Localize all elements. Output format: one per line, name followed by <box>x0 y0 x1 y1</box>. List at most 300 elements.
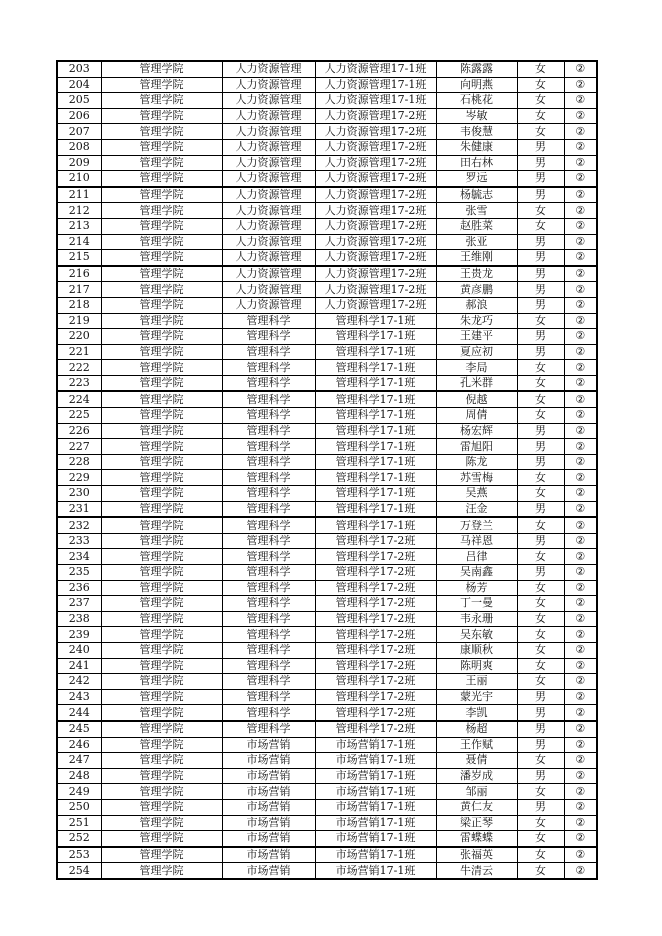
name-cell: 吴南鑫 <box>436 565 517 581</box>
name-cell: 李局 <box>436 360 517 376</box>
major-cell: 市场营销 <box>222 737 315 753</box>
row-number: 243 <box>57 689 101 705</box>
table-row <box>57 815 597 831</box>
gender-cell: 女 <box>517 391 564 407</box>
college-cell: 管理学院 <box>101 501 222 517</box>
class-cell: 市场营销17-1班 <box>315 768 436 784</box>
gender-cell: 女 <box>517 517 564 533</box>
mark-cell: ② <box>564 423 597 439</box>
gender-cell: 女 <box>517 408 564 424</box>
row-number: 207 <box>57 124 101 140</box>
college-cell: 管理学院 <box>101 297 222 313</box>
table-row <box>57 753 597 769</box>
mark-cell: ② <box>564 549 597 565</box>
class-cell: 人力资源管理17-1班 <box>315 61 436 77</box>
name-cell: 汪金 <box>436 501 517 517</box>
row-number: 227 <box>57 439 101 455</box>
major-cell: 人力资源管理 <box>222 124 315 140</box>
college-cell: 管理学院 <box>101 753 222 769</box>
name-cell: 陈明爽 <box>436 658 517 674</box>
row-number: 228 <box>57 454 101 470</box>
class-cell: 管理科学17-2班 <box>315 565 436 581</box>
row-number: 208 <box>57 139 101 155</box>
class-cell: 管理科学17-1班 <box>315 375 436 391</box>
college-cell: 管理学院 <box>101 454 222 470</box>
college-cell: 管理学院 <box>101 203 222 219</box>
row-number: 205 <box>57 93 101 109</box>
mark-cell: ② <box>564 218 597 234</box>
name-cell: 王建平 <box>436 329 517 345</box>
mark-cell: ② <box>564 313 597 329</box>
college-cell: 管理学院 <box>101 580 222 596</box>
row-number: 225 <box>57 408 101 424</box>
class-cell: 管理科学17-1班 <box>315 408 436 424</box>
class-cell: 人力资源管理17-2班 <box>315 187 436 203</box>
gender-cell: 男 <box>517 565 564 581</box>
row-number: 211 <box>57 187 101 203</box>
student-roster-table <box>56 60 598 880</box>
gender-cell: 女 <box>517 611 564 627</box>
gender-cell: 女 <box>517 486 564 502</box>
college-cell: 管理学院 <box>101 596 222 612</box>
mark-cell: ② <box>564 517 597 533</box>
name-cell: 万登兰 <box>436 517 517 533</box>
table-row <box>57 674 597 690</box>
gender-cell: 男 <box>517 171 564 187</box>
gender-cell: 女 <box>517 784 564 800</box>
class-cell: 人力资源管理17-2班 <box>315 297 436 313</box>
name-cell: 王作赋 <box>436 737 517 753</box>
gender-cell: 男 <box>517 721 564 737</box>
name-cell: 聂倩 <box>436 753 517 769</box>
mark-cell: ② <box>564 250 597 266</box>
gender-cell: 女 <box>517 124 564 140</box>
class-cell: 管理科学17-1班 <box>315 517 436 533</box>
table-row <box>57 360 597 376</box>
table-row <box>57 391 597 407</box>
name-cell: 杨毓志 <box>436 187 517 203</box>
row-number: 231 <box>57 501 101 517</box>
college-cell: 管理学院 <box>101 439 222 455</box>
table-row <box>57 596 597 612</box>
gender-cell: 男 <box>517 533 564 549</box>
major-cell: 管理科学 <box>222 533 315 549</box>
class-cell: 人力资源管理17-2班 <box>315 203 436 219</box>
row-number: 221 <box>57 344 101 360</box>
class-cell: 管理科学17-2班 <box>315 705 436 721</box>
gender-cell: 女 <box>517 596 564 612</box>
college-cell: 管理学院 <box>101 234 222 250</box>
class-cell: 人力资源管理17-2班 <box>315 282 436 298</box>
name-cell: 康顺秋 <box>436 642 517 658</box>
gender-cell: 男 <box>517 454 564 470</box>
class-cell: 人力资源管理17-1班 <box>315 93 436 109</box>
row-number: 242 <box>57 674 101 690</box>
college-cell: 管理学院 <box>101 470 222 486</box>
row-number: 247 <box>57 753 101 769</box>
major-cell: 管理科学 <box>222 375 315 391</box>
table-row <box>57 611 597 627</box>
major-cell: 管理科学 <box>222 423 315 439</box>
class-cell: 管理科学17-2班 <box>315 674 436 690</box>
row-number: 210 <box>57 171 101 187</box>
table-row <box>57 423 597 439</box>
major-cell: 管理科学 <box>222 439 315 455</box>
gender-cell: 男 <box>517 501 564 517</box>
table-row <box>57 313 597 329</box>
major-cell: 人力资源管理 <box>222 218 315 234</box>
table-row <box>57 627 597 643</box>
name-cell: 黄仁友 <box>436 799 517 815</box>
class-cell: 管理科学17-1班 <box>315 454 436 470</box>
mark-cell: ② <box>564 658 597 674</box>
gender-cell: 男 <box>517 705 564 721</box>
table-row <box>57 847 597 863</box>
row-number: 245 <box>57 721 101 737</box>
gender-cell: 男 <box>517 155 564 171</box>
name-cell: 牛清云 <box>436 863 517 879</box>
college-cell: 管理学院 <box>101 768 222 784</box>
gender-cell: 女 <box>517 627 564 643</box>
gender-cell: 女 <box>517 815 564 831</box>
table-row <box>57 93 597 109</box>
college-cell: 管理学院 <box>101 799 222 815</box>
name-cell: 邹丽 <box>436 784 517 800</box>
class-cell: 管理科学17-2班 <box>315 549 436 565</box>
major-cell: 人力资源管理 <box>222 250 315 266</box>
mark-cell: ② <box>564 799 597 815</box>
college-cell: 管理学院 <box>101 93 222 109</box>
major-cell: 人力资源管理 <box>222 266 315 282</box>
row-number: 224 <box>57 391 101 407</box>
college-cell: 管理学院 <box>101 549 222 565</box>
major-cell: 管理科学 <box>222 565 315 581</box>
college-cell: 管理学院 <box>101 77 222 93</box>
name-cell: 蒙光宇 <box>436 689 517 705</box>
name-cell: 王贵龙 <box>436 266 517 282</box>
class-cell: 管理科学17-1班 <box>315 439 436 455</box>
name-cell: 杨超 <box>436 721 517 737</box>
major-cell: 人力资源管理 <box>222 187 315 203</box>
gender-cell: 女 <box>517 642 564 658</box>
table-row <box>57 501 597 517</box>
name-cell: 潘岁成 <box>436 768 517 784</box>
class-cell: 管理科学17-2班 <box>315 721 436 737</box>
mark-cell: ② <box>564 454 597 470</box>
class-cell: 人力资源管理17-2班 <box>315 266 436 282</box>
name-cell: 向明燕 <box>436 77 517 93</box>
mark-cell: ② <box>564 408 597 424</box>
major-cell: 人力资源管理 <box>222 155 315 171</box>
mark-cell: ② <box>564 375 597 391</box>
table-row <box>57 486 597 502</box>
gender-cell: 女 <box>517 863 564 879</box>
major-cell: 人力资源管理 <box>222 297 315 313</box>
major-cell: 管理科学 <box>222 674 315 690</box>
table-row <box>57 139 597 155</box>
major-cell: 人力资源管理 <box>222 139 315 155</box>
table-row <box>57 408 597 424</box>
college-cell: 管理学院 <box>101 642 222 658</box>
table-row <box>57 689 597 705</box>
college-cell: 管理学院 <box>101 329 222 345</box>
table-row <box>57 470 597 486</box>
major-cell: 市场营销 <box>222 753 315 769</box>
name-cell: 陈露露 <box>436 61 517 77</box>
college-cell: 管理学院 <box>101 705 222 721</box>
major-cell: 管理科学 <box>222 580 315 596</box>
row-number: 244 <box>57 705 101 721</box>
table-row <box>57 187 597 203</box>
major-cell: 管理科学 <box>222 705 315 721</box>
major-cell: 管理科学 <box>222 642 315 658</box>
college-cell: 管理学院 <box>101 627 222 643</box>
mark-cell: ② <box>564 139 597 155</box>
major-cell: 管理科学 <box>222 344 315 360</box>
college-cell: 管理学院 <box>101 721 222 737</box>
gender-cell: 男 <box>517 187 564 203</box>
row-number: 226 <box>57 423 101 439</box>
name-cell: 张福英 <box>436 847 517 863</box>
table-row <box>57 61 597 77</box>
college-cell: 管理学院 <box>101 486 222 502</box>
table-row <box>57 344 597 360</box>
mark-cell: ② <box>564 486 597 502</box>
college-cell: 管理学院 <box>101 282 222 298</box>
college-cell: 管理学院 <box>101 360 222 376</box>
name-cell: 张亚 <box>436 234 517 250</box>
class-cell: 市场营销17-1班 <box>315 784 436 800</box>
gender-cell: 女 <box>517 753 564 769</box>
table-row <box>57 863 597 879</box>
table-row <box>57 375 597 391</box>
name-cell: 陈龙 <box>436 454 517 470</box>
gender-cell: 女 <box>517 658 564 674</box>
gender-cell: 男 <box>517 689 564 705</box>
gender-cell: 男 <box>517 282 564 298</box>
college-cell: 管理学院 <box>101 187 222 203</box>
gender-cell: 男 <box>517 266 564 282</box>
row-number: 254 <box>57 863 101 879</box>
mark-cell: ② <box>564 753 597 769</box>
college-cell: 管理学院 <box>101 784 222 800</box>
row-number: 209 <box>57 155 101 171</box>
table-row <box>57 533 597 549</box>
row-number: 249 <box>57 784 101 800</box>
college-cell: 管理学院 <box>101 737 222 753</box>
class-cell: 管理科学17-1班 <box>315 344 436 360</box>
gender-cell: 男 <box>517 139 564 155</box>
table-row <box>57 549 597 565</box>
table-row <box>57 642 597 658</box>
gender-cell: 女 <box>517 847 564 863</box>
mark-cell: ② <box>564 155 597 171</box>
gender-cell: 女 <box>517 313 564 329</box>
mark-cell: ② <box>564 234 597 250</box>
row-number: 216 <box>57 266 101 282</box>
class-cell: 市场营销17-1班 <box>315 815 436 831</box>
name-cell: 石桃花 <box>436 93 517 109</box>
name-cell: 吴东敏 <box>436 627 517 643</box>
name-cell: 朱健康 <box>436 139 517 155</box>
name-cell: 杨宏辉 <box>436 423 517 439</box>
class-cell: 人力资源管理17-2班 <box>315 155 436 171</box>
row-number: 236 <box>57 580 101 596</box>
class-cell: 人力资源管理17-1班 <box>315 77 436 93</box>
mark-cell: ② <box>564 203 597 219</box>
name-cell: 雷蝶蝶 <box>436 831 517 847</box>
major-cell: 人力资源管理 <box>222 282 315 298</box>
mark-cell: ② <box>564 93 597 109</box>
table-row <box>57 705 597 721</box>
name-cell: 倪越 <box>436 391 517 407</box>
mark-cell: ② <box>564 439 597 455</box>
major-cell: 市场营销 <box>222 799 315 815</box>
row-number: 213 <box>57 218 101 234</box>
major-cell: 人力资源管理 <box>222 234 315 250</box>
major-cell: 管理科学 <box>222 313 315 329</box>
gender-cell: 女 <box>517 360 564 376</box>
mark-cell: ② <box>564 266 597 282</box>
table-row <box>57 580 597 596</box>
row-number: 222 <box>57 360 101 376</box>
table-row <box>57 203 597 219</box>
class-cell: 人力资源管理17-2班 <box>315 171 436 187</box>
row-number: 220 <box>57 329 101 345</box>
gender-cell: 女 <box>517 108 564 124</box>
gender-cell: 女 <box>517 61 564 77</box>
gender-cell: 男 <box>517 234 564 250</box>
row-number: 203 <box>57 61 101 77</box>
name-cell: 黄彦鹏 <box>436 282 517 298</box>
class-cell: 人力资源管理17-2班 <box>315 234 436 250</box>
major-cell: 管理科学 <box>222 627 315 643</box>
gender-cell: 女 <box>517 77 564 93</box>
mark-cell: ② <box>564 627 597 643</box>
college-cell: 管理学院 <box>101 847 222 863</box>
mark-cell: ② <box>564 721 597 737</box>
row-number: 238 <box>57 611 101 627</box>
major-cell: 管理科学 <box>222 454 315 470</box>
table-row <box>57 799 597 815</box>
table-row <box>57 155 597 171</box>
name-cell: 雷旭阳 <box>436 439 517 455</box>
major-cell: 管理科学 <box>222 501 315 517</box>
mark-cell: ② <box>564 689 597 705</box>
name-cell: 岑敏 <box>436 108 517 124</box>
class-cell: 管理科学17-2班 <box>315 580 436 596</box>
table-row <box>57 77 597 93</box>
class-cell: 人力资源管理17-2班 <box>315 250 436 266</box>
college-cell: 管理学院 <box>101 266 222 282</box>
row-number: 251 <box>57 815 101 831</box>
class-cell: 管理科学17-2班 <box>315 627 436 643</box>
row-number: 239 <box>57 627 101 643</box>
row-number: 217 <box>57 282 101 298</box>
mark-cell: ② <box>564 344 597 360</box>
college-cell: 管理学院 <box>101 313 222 329</box>
major-cell: 管理科学 <box>222 549 315 565</box>
name-cell: 孔米群 <box>436 375 517 391</box>
table-row <box>57 297 597 313</box>
table-row <box>57 454 597 470</box>
class-cell: 管理科学17-1班 <box>315 391 436 407</box>
table-row <box>57 282 597 298</box>
class-cell: 人力资源管理17-2班 <box>315 124 436 140</box>
name-cell: 王丽 <box>436 674 517 690</box>
row-number: 240 <box>57 642 101 658</box>
row-number: 235 <box>57 565 101 581</box>
college-cell: 管理学院 <box>101 423 222 439</box>
major-cell: 市场营销 <box>222 831 315 847</box>
class-cell: 市场营销17-1班 <box>315 737 436 753</box>
row-number: 246 <box>57 737 101 753</box>
class-cell: 管理科学17-2班 <box>315 596 436 612</box>
gender-cell: 男 <box>517 344 564 360</box>
mark-cell: ② <box>564 580 597 596</box>
college-cell: 管理学院 <box>101 565 222 581</box>
mark-cell: ② <box>564 391 597 407</box>
row-number: 253 <box>57 847 101 863</box>
class-cell: 市场营销17-1班 <box>315 799 436 815</box>
row-number: 230 <box>57 486 101 502</box>
college-cell: 管理学院 <box>101 831 222 847</box>
name-cell: 吴燕 <box>436 486 517 502</box>
name-cell: 郝浪 <box>436 297 517 313</box>
mark-cell: ② <box>564 768 597 784</box>
class-cell: 管理科学17-1班 <box>315 313 436 329</box>
class-cell: 市场营销17-1班 <box>315 847 436 863</box>
gender-cell: 女 <box>517 831 564 847</box>
mark-cell: ② <box>564 847 597 863</box>
mark-cell: ② <box>564 124 597 140</box>
gender-cell: 男 <box>517 297 564 313</box>
name-cell: 夏应初 <box>436 344 517 360</box>
college-cell: 管理学院 <box>101 391 222 407</box>
name-cell: 梁正琴 <box>436 815 517 831</box>
row-number: 223 <box>57 375 101 391</box>
table-row <box>57 831 597 847</box>
mark-cell: ② <box>564 784 597 800</box>
mark-cell: ② <box>564 61 597 77</box>
major-cell: 市场营销 <box>222 815 315 831</box>
major-cell: 管理科学 <box>222 689 315 705</box>
mark-cell: ② <box>564 187 597 203</box>
major-cell: 管理科学 <box>222 329 315 345</box>
college-cell: 管理学院 <box>101 139 222 155</box>
table-row <box>57 439 597 455</box>
name-cell: 韦永珊 <box>436 611 517 627</box>
class-cell: 管理科学17-1班 <box>315 470 436 486</box>
mark-cell: ② <box>564 596 597 612</box>
class-cell: 管理科学17-2班 <box>315 533 436 549</box>
major-cell: 管理科学 <box>222 408 315 424</box>
mark-cell: ② <box>564 171 597 187</box>
row-number: 234 <box>57 549 101 565</box>
gender-cell: 女 <box>517 470 564 486</box>
row-number: 214 <box>57 234 101 250</box>
mark-cell: ② <box>564 831 597 847</box>
major-cell: 管理科学 <box>222 596 315 612</box>
gender-cell: 男 <box>517 423 564 439</box>
table-row <box>57 721 597 737</box>
mark-cell: ② <box>564 470 597 486</box>
major-cell: 人力资源管理 <box>222 77 315 93</box>
gender-cell: 男 <box>517 799 564 815</box>
class-cell: 市场营销17-1班 <box>315 863 436 879</box>
mark-cell: ② <box>564 815 597 831</box>
major-cell: 管理科学 <box>222 721 315 737</box>
